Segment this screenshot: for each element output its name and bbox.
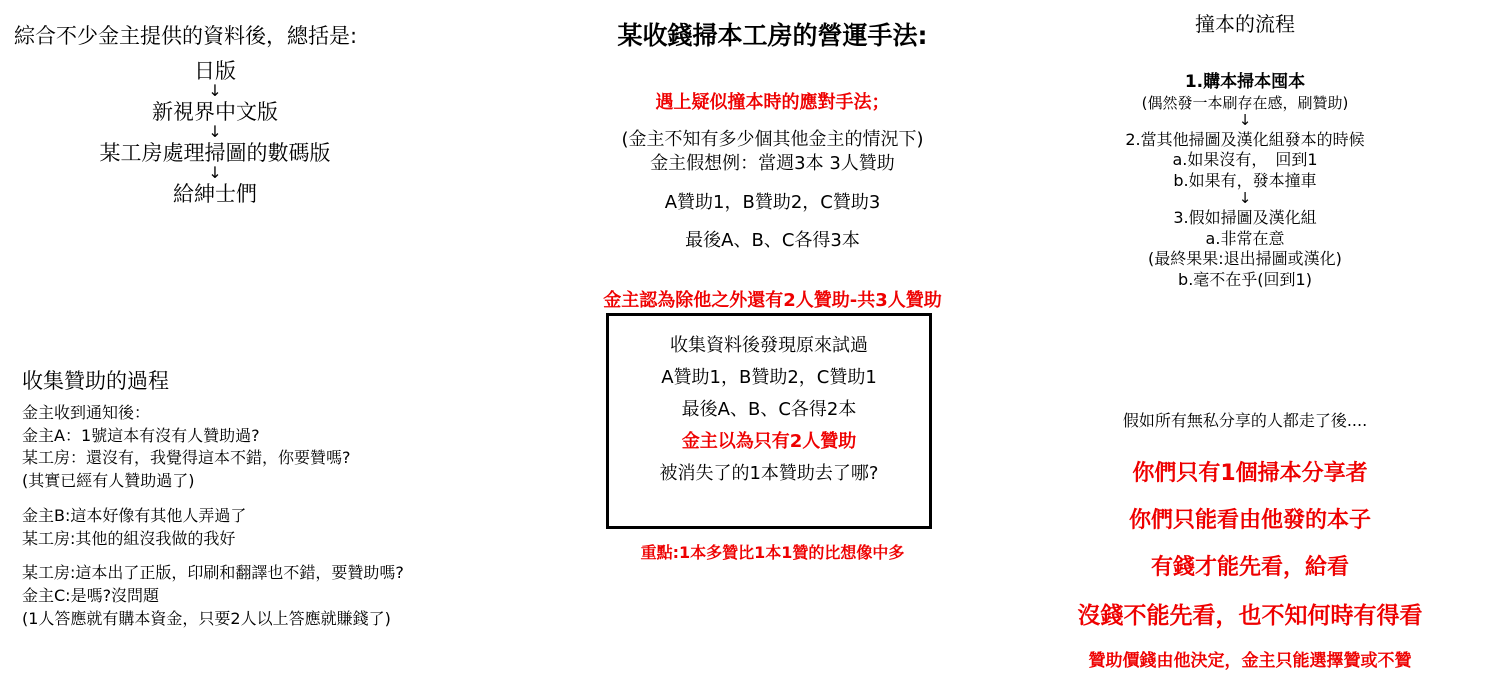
middle-body-line: A贊助1，B贊助2，C贊助3 bbox=[664, 191, 881, 213]
middle-red-note: 金主認為除他之外還有2人贊助-共3人贊助 bbox=[603, 290, 942, 311]
left-body-line: 金主收到通知後： bbox=[22, 403, 151, 422]
spacer bbox=[545, 177, 1000, 191]
down-arrow-icon: ↓ bbox=[208, 81, 222, 100]
right-flow-step-2: 2.當其他掃圖及漢化組發本的時候 bbox=[1125, 129, 1365, 149]
left-subheading: 收集贊助的過程 bbox=[22, 369, 169, 393]
middle-body-text bbox=[545, 128, 1000, 253]
right-flow-note-3a: (最終果果:退出掃圖或漢化) bbox=[1148, 249, 1342, 269]
flow-node-2: 新視界中文版 bbox=[152, 100, 278, 124]
right-flow-step-3: 3.假如掃圖及漢化組 bbox=[1173, 208, 1317, 228]
left-flowchart bbox=[0, 60, 430, 206]
middle-title: 某收錢掃本工房的營運手法: bbox=[617, 21, 928, 50]
right-flow-step-3b: b.毫不在乎(回到1) bbox=[1178, 269, 1312, 289]
spacer bbox=[22, 493, 522, 505]
box-line-4-red: 金主以為只有2人贊助 bbox=[681, 431, 857, 452]
left-body-line: 某工房:這本出了正版，印刷和翻譯也不錯，要贊助嗎? bbox=[22, 563, 404, 583]
left-body-line: 金主B:這本好像有其他人弄過了 bbox=[22, 505, 247, 525]
left-column bbox=[0, 0, 545, 675]
left-body-line: 某工房：還沒有，我覺得這本不錯，你要贊嗎? bbox=[22, 448, 351, 468]
right-flow-note-1: (偶然發一本刷存在感，刷贊助) bbox=[1141, 93, 1349, 112]
middle-column bbox=[545, 0, 1000, 675]
right-title: 撞本的流程 bbox=[1195, 12, 1295, 36]
right-flow-step-2a: a.如果沒有， 回到1 bbox=[1172, 150, 1318, 170]
down-arrow-icon: ↓ bbox=[1238, 110, 1252, 129]
spacer bbox=[545, 215, 1000, 229]
middle-body-line: 最後A、B、C各得3本 bbox=[685, 229, 860, 251]
left-body-line: 某工房:其他的組沒我做的我好 bbox=[22, 528, 236, 548]
left-body-line: 金主A：1號這本有沒有人贊助過? bbox=[22, 425, 260, 445]
flow-node-3: 某工房處理掃圖的數碼版 bbox=[99, 141, 331, 165]
left-body-line: (其實已經有人贊助過了) bbox=[22, 471, 195, 491]
right-conclusion-line-2: 你們只能看由他發的本子 bbox=[1128, 508, 1371, 533]
middle-body-line: (金主不知有多少個其他金主的情況下) bbox=[621, 129, 924, 150]
down-arrow-icon: ↓ bbox=[208, 122, 222, 141]
right-column bbox=[1000, 0, 1500, 675]
right-conclusion-line-4: 沒錢不能先看，也不知何時有得看 bbox=[1077, 603, 1423, 629]
flow-node-1: 日版 bbox=[194, 59, 236, 83]
right-flow-step-1: 1.購本掃本囤本 bbox=[1184, 72, 1306, 92]
box-line-2: A贊助1，B贊助2，C贊助1 bbox=[661, 367, 877, 388]
left-heading: 綜合不少金主提供的資料後，總括是: bbox=[14, 24, 358, 48]
right-flow-step-3a: a.非常在意 bbox=[1205, 228, 1285, 248]
left-body-text bbox=[22, 402, 522, 630]
box-line-5: 被消失了的1本贊助去了哪? bbox=[659, 463, 879, 484]
spacer bbox=[22, 550, 522, 562]
right-note: 假如所有無私分享的人都走了後.... bbox=[1122, 411, 1368, 430]
middle-callout-box bbox=[606, 313, 932, 529]
right-flow-step-2b: b.如果有，發本撞車 bbox=[1173, 170, 1317, 190]
middle-body-line: 金主假想例：當週3本 3人贊助 bbox=[650, 153, 895, 175]
right-conclusion-line-5: 贊助價錢由他決定，金主只能選擇贊或不贊 bbox=[1088, 651, 1412, 671]
box-line-3: 最後A、B、C各得2本 bbox=[681, 399, 857, 420]
left-body-line: (1人答應就有購本資金，只要2人以上答應就賺錢了) bbox=[22, 608, 391, 628]
right-conclusion-line-1: 你們只有1個掃本分享者 bbox=[1132, 461, 1368, 486]
middle-footer-note: 重點:1本多贊比1本1贊的比想像中多 bbox=[640, 543, 905, 562]
down-arrow-icon: ↓ bbox=[1238, 189, 1252, 208]
down-arrow-icon: ↓ bbox=[208, 163, 222, 182]
right-conclusion bbox=[1000, 448, 1500, 679]
middle-red-heading: 遇上疑似撞本時的應對手法； bbox=[655, 92, 890, 113]
box-line-1: 收集資料後發現原來試過 bbox=[670, 335, 868, 356]
flow-node-4: 給紳士們 bbox=[173, 182, 257, 206]
left-body-line: 金主C:是嗎?沒問題 bbox=[22, 586, 160, 606]
right-flowchart bbox=[1000, 72, 1490, 290]
right-conclusion-line-3: 有錢才能先看，給看 bbox=[1150, 555, 1349, 580]
